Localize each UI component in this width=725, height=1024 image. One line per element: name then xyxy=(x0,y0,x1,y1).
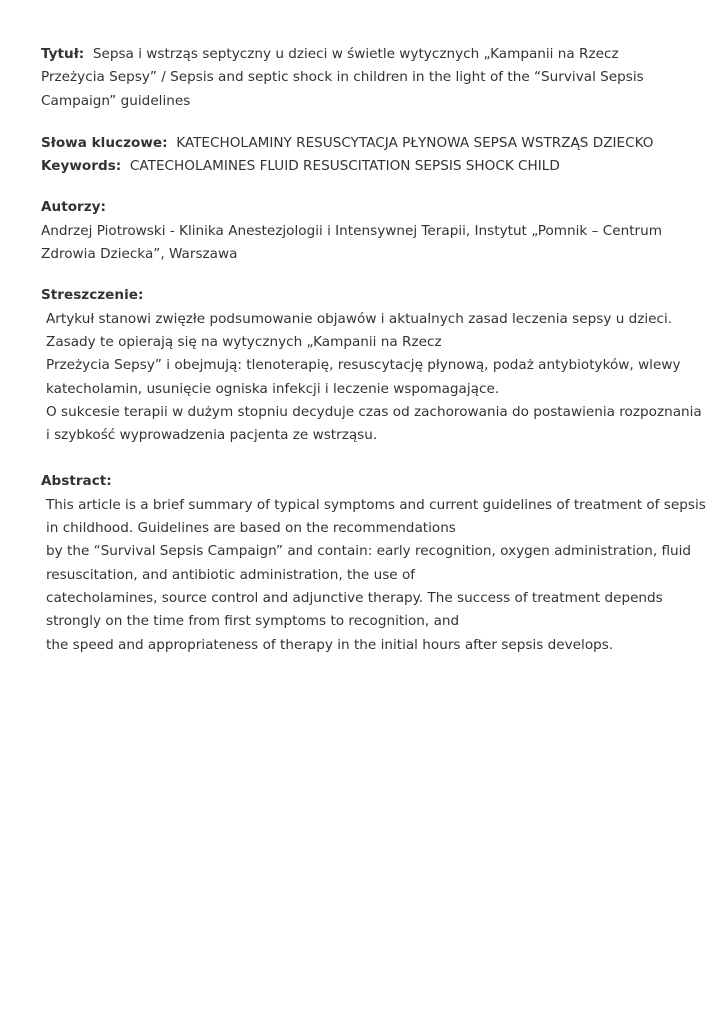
keywords-section xyxy=(41,132,685,179)
abstract-line: strongly on the time from first symptoms to recognition, and xyxy=(46,613,460,630)
authors-value: Andrzej Piotrowski - Klinika Anestezjologii i Intensywnej Terapii, Instytut „Pomnik – Centrum Zdrowia Dziecka”, Warszawa xyxy=(41,222,662,263)
title-value: Sepsa i wstrząs septyczny u dzieci w świetle wytycznych „Kampanii na Rzecz Przeżycia Sepsy” / Sepsis and septic shock in children in the light of the “Survival Sepsis Campaign” guidelines xyxy=(41,46,644,109)
authors-label: Autorzy: xyxy=(41,199,106,216)
title-section xyxy=(41,43,685,113)
abstract-line: by the “Survival Sepsis Campaign” and contain: early recognition, oxygen administration, fluid xyxy=(46,543,692,560)
keywords-en-value: CATECHOLAMINES FLUID RESUSCITATION SEPSIS SHOCK CHILD xyxy=(129,158,560,175)
summary-pl-line: Zasady te opierają się na wytycznych „Kampanii na Rzecz xyxy=(46,333,442,350)
title-label: Tytuł: xyxy=(41,46,85,62)
abstract-line: This article is a brief summary of typical symptoms and current guidelines of treatment of sepsis xyxy=(46,496,706,513)
keywords-en-line xyxy=(41,155,685,178)
summary-pl-line: O sukcesie terapii w dużym stopniu decyduje czas od zachorowania do postawienia rozpoznania xyxy=(46,403,702,420)
abstract-label: Abstract: xyxy=(41,473,112,490)
authors-section xyxy=(41,196,685,266)
abstract-line: resuscitation, and antibiotic administration, the use of xyxy=(46,566,416,583)
summary-pl-line: katecholamin, usunięcie ogniska infekcji i leczenie wspomagające. xyxy=(46,380,500,397)
keywords-pl-line xyxy=(41,132,685,155)
keywords-pl-value: KATECHOLAMINY RESUSCYTACJA PŁYNOWA SEPSA WSTRZĄS DZIECKO xyxy=(176,134,654,151)
summary-pl-label: Streszczenie: xyxy=(41,287,144,304)
summary-pl-line: Artykuł stanowi zwięzłe podsumowanie objawów i aktualnych zasad leczenia sepsy u dzieci. xyxy=(46,310,673,327)
abstract-line: in childhood. Guidelines are based on the recommendations xyxy=(46,520,456,537)
abstract-line: catecholamines, source control and adjunctive therapy. The success of treatment depends xyxy=(46,589,663,606)
abstract-line: the speed and appropriateness of therapy in the initial hours after sepsis develops. xyxy=(46,636,614,653)
abstract-section xyxy=(41,470,706,656)
keywords-pl-label: Słowa kluczowe: xyxy=(41,134,168,151)
summary-pl-section xyxy=(41,284,702,447)
summary-pl-line: i szybkość wyprowadzenia pacjenta ze wstrząsu. xyxy=(46,427,378,444)
keywords-en-label: Keywords: xyxy=(41,158,122,175)
summary-pl-line: Przeżycia Sepsy” i obejmują: tlenoterapię, resuscytację płynową, podaż antybiotyków, wlewy xyxy=(46,357,681,374)
